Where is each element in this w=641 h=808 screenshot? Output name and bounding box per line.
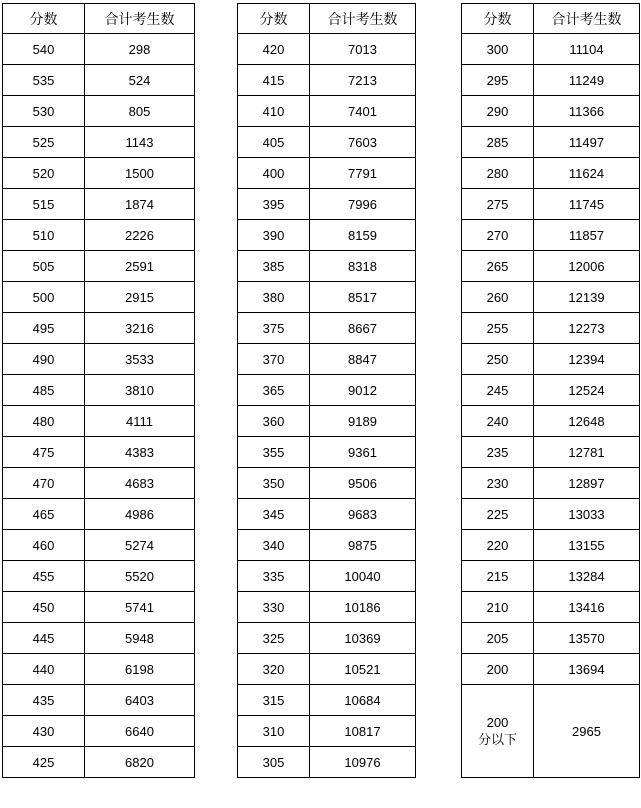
score-cell: 325 xyxy=(238,623,310,654)
table-row xyxy=(238,716,416,747)
table-row xyxy=(3,499,195,530)
score-cell: 245 xyxy=(462,375,534,406)
count-cell: 4986 xyxy=(85,499,195,530)
table-row xyxy=(238,592,416,623)
count-cell: 7213 xyxy=(310,65,416,96)
count-cell: 11857 xyxy=(534,220,640,251)
count-cell: 10976 xyxy=(310,747,416,778)
score-cell: 485 xyxy=(3,375,85,406)
table-row xyxy=(3,375,195,406)
table-row xyxy=(238,344,416,375)
table-row xyxy=(3,685,195,716)
table-row xyxy=(238,282,416,313)
score-cell: 355 xyxy=(238,437,310,468)
count-cell: 12006 xyxy=(534,251,640,282)
score-cell: 535 xyxy=(3,65,85,96)
score-cell: 290 xyxy=(462,96,534,127)
table-row xyxy=(462,437,640,468)
count-cell: 13570 xyxy=(534,623,640,654)
score-cell: 210 xyxy=(462,592,534,623)
count-cell: 13416 xyxy=(534,592,640,623)
count-cell: 12273 xyxy=(534,313,640,344)
score-cell: 495 xyxy=(3,313,85,344)
count-cell: 12394 xyxy=(534,344,640,375)
score-cell: 410 xyxy=(238,96,310,127)
count-cell: 1874 xyxy=(85,189,195,220)
count-cell: 6198 xyxy=(85,654,195,685)
score-cell: 300 xyxy=(462,34,534,65)
count-cell: 7013 xyxy=(310,34,416,65)
count-cell: 11104 xyxy=(534,34,640,65)
count-cell: 3216 xyxy=(85,313,195,344)
score-cell: 360 xyxy=(238,406,310,437)
count-cell: 11745 xyxy=(534,189,640,220)
header-count: 合计考生数 xyxy=(85,4,195,34)
score-cell: 385 xyxy=(238,251,310,282)
table-row xyxy=(238,34,416,65)
table-row xyxy=(3,189,195,220)
score-cell: 200 xyxy=(462,654,534,685)
header-count: 合计考生数 xyxy=(310,4,416,34)
table-row xyxy=(462,34,640,65)
score-cell: 455 xyxy=(3,561,85,592)
count-cell: 10684 xyxy=(310,685,416,716)
count-cell: 9506 xyxy=(310,468,416,499)
table-row xyxy=(3,282,195,313)
score-cell: 470 xyxy=(3,468,85,499)
score-cell: 435 xyxy=(3,685,85,716)
score-cell: 460 xyxy=(3,530,85,561)
count-cell: 8517 xyxy=(310,282,416,313)
count-cell: 10817 xyxy=(310,716,416,747)
count-cell: 9361 xyxy=(310,437,416,468)
score-cell: 310 xyxy=(238,716,310,747)
count-cell: 4683 xyxy=(85,468,195,499)
count-cell: 1143 xyxy=(85,127,195,158)
count-cell: 5741 xyxy=(85,592,195,623)
table-row xyxy=(3,437,195,468)
count-cell: 4383 xyxy=(85,437,195,468)
count-cell: 805 xyxy=(85,96,195,127)
table-row xyxy=(462,189,640,220)
score-cell: 215 xyxy=(462,561,534,592)
count-cell: 10186 xyxy=(310,592,416,623)
count-cell: 6403 xyxy=(85,685,195,716)
table-row xyxy=(462,282,640,313)
header-row xyxy=(3,4,195,34)
score-cell: 540 xyxy=(3,34,85,65)
count-cell: 524 xyxy=(85,65,195,96)
table-row xyxy=(3,344,195,375)
table-row xyxy=(3,34,195,65)
table-row xyxy=(462,623,640,654)
header-score: 分数 xyxy=(3,4,85,34)
score-cell: 220 xyxy=(462,530,534,561)
score-cell: 225 xyxy=(462,499,534,530)
score-cell: 420 xyxy=(238,34,310,65)
table-row xyxy=(238,468,416,499)
count-cell: 13033 xyxy=(534,499,640,530)
score-cell: 525 xyxy=(3,127,85,158)
table-row xyxy=(462,654,640,685)
score-cell: 515 xyxy=(3,189,85,220)
score-cell: 445 xyxy=(3,623,85,654)
table-row xyxy=(3,623,195,654)
count-cell: 298 xyxy=(85,34,195,65)
table-row xyxy=(3,716,195,747)
score-cell: 375 xyxy=(238,313,310,344)
score-cell: 425 xyxy=(3,747,85,778)
table-row xyxy=(238,747,416,778)
table-row xyxy=(238,685,416,716)
score-cell: 350 xyxy=(238,468,310,499)
score-cell: 240 xyxy=(462,406,534,437)
score-cell: 230 xyxy=(462,468,534,499)
count-cell: 2226 xyxy=(85,220,195,251)
table-row xyxy=(238,251,416,282)
score-cell: 530 xyxy=(3,96,85,127)
count-cell: 3810 xyxy=(85,375,195,406)
score-cell: 255 xyxy=(462,313,534,344)
table-row xyxy=(3,313,195,344)
table-row xyxy=(238,623,416,654)
count-cell: 13155 xyxy=(534,530,640,561)
score-cell: 330 xyxy=(238,592,310,623)
table-row xyxy=(3,747,195,778)
count-cell: 5948 xyxy=(85,623,195,654)
table-row xyxy=(462,313,640,344)
count-cell: 13284 xyxy=(534,561,640,592)
table-row xyxy=(462,96,640,127)
score-cell: 405 xyxy=(238,127,310,158)
count-cell: 12781 xyxy=(534,437,640,468)
score-cell: 305 xyxy=(238,747,310,778)
header-row xyxy=(462,4,640,34)
count-cell: 8159 xyxy=(310,220,416,251)
table-row xyxy=(3,406,195,437)
count-cell: 11366 xyxy=(534,96,640,127)
table-row xyxy=(3,158,195,189)
score-cell: 520 xyxy=(3,158,85,189)
score-cell: 295 xyxy=(462,65,534,96)
count-cell: 13694 xyxy=(534,654,640,685)
score-cell: 450 xyxy=(3,592,85,623)
table-row xyxy=(3,127,195,158)
table-row xyxy=(462,499,640,530)
score-cell: 510 xyxy=(3,220,85,251)
score-cell: 490 xyxy=(3,344,85,375)
count-cell: 10521 xyxy=(310,654,416,685)
score-cell: 335 xyxy=(238,561,310,592)
table-row xyxy=(462,530,640,561)
count-cell: 2915 xyxy=(85,282,195,313)
score-cell: 505 xyxy=(3,251,85,282)
table-row xyxy=(462,344,640,375)
table-row xyxy=(462,468,640,499)
count-cell: 7791 xyxy=(310,158,416,189)
table-row xyxy=(238,406,416,437)
count-cell: 5274 xyxy=(85,530,195,561)
table-row xyxy=(462,592,640,623)
table-row xyxy=(462,220,640,251)
score-cell: 390 xyxy=(238,220,310,251)
count-cell: 9683 xyxy=(310,499,416,530)
header-score: 分数 xyxy=(462,4,534,34)
score-cell: 285 xyxy=(462,127,534,158)
score-cell: 465 xyxy=(3,499,85,530)
table-row xyxy=(238,220,416,251)
table-row xyxy=(3,65,195,96)
table-row xyxy=(238,189,416,220)
score-cell: 340 xyxy=(238,530,310,561)
table-row xyxy=(3,530,195,561)
count-cell: 6820 xyxy=(85,747,195,778)
count-cell: 9189 xyxy=(310,406,416,437)
score-cell: 365 xyxy=(238,375,310,406)
below-200-score-line2: 分以下 xyxy=(477,732,517,747)
score-cell: 395 xyxy=(238,189,310,220)
table-row xyxy=(462,65,640,96)
count-cell: 2591 xyxy=(85,251,195,282)
below-200-score-line1: 200 xyxy=(486,715,509,730)
score-cell: 500 xyxy=(3,282,85,313)
score-cell: 250 xyxy=(462,344,534,375)
count-cell: 11497 xyxy=(534,127,640,158)
count-cell: 7603 xyxy=(310,127,416,158)
table-row xyxy=(462,127,640,158)
below-200-score-cell xyxy=(462,685,534,778)
count-cell: 7401 xyxy=(310,96,416,127)
table-row xyxy=(238,654,416,685)
score-cell: 260 xyxy=(462,282,534,313)
count-cell: 7996 xyxy=(310,189,416,220)
count-cell: 12648 xyxy=(534,406,640,437)
table-row xyxy=(238,96,416,127)
below-200-count-cell: 2965 xyxy=(534,685,640,778)
score-cell: 275 xyxy=(462,189,534,220)
score-table-1 xyxy=(2,3,195,778)
table-row xyxy=(462,158,640,189)
count-cell: 9875 xyxy=(310,530,416,561)
table-row xyxy=(238,530,416,561)
score-cell: 480 xyxy=(3,406,85,437)
table-row xyxy=(238,375,416,406)
count-cell: 11624 xyxy=(534,158,640,189)
table-row xyxy=(238,437,416,468)
header-row xyxy=(238,4,416,34)
header-count: 合计考生数 xyxy=(534,4,640,34)
table-row xyxy=(238,127,416,158)
score-cell: 430 xyxy=(3,716,85,747)
table-row xyxy=(238,65,416,96)
score-cell: 415 xyxy=(238,65,310,96)
table-row xyxy=(238,313,416,344)
table-row xyxy=(238,158,416,189)
table-row xyxy=(3,251,195,282)
score-table-3 xyxy=(461,3,640,778)
table-row xyxy=(3,468,195,499)
count-cell: 6640 xyxy=(85,716,195,747)
table-row xyxy=(238,499,416,530)
score-cell: 270 xyxy=(462,220,534,251)
table-row xyxy=(3,592,195,623)
table-row xyxy=(462,375,640,406)
score-cell: 315 xyxy=(238,685,310,716)
score-cell: 400 xyxy=(238,158,310,189)
count-cell: 12524 xyxy=(534,375,640,406)
table-row xyxy=(462,251,640,282)
count-cell: 3533 xyxy=(85,344,195,375)
score-cell: 320 xyxy=(238,654,310,685)
score-cell: 440 xyxy=(3,654,85,685)
count-cell: 8667 xyxy=(310,313,416,344)
table-row xyxy=(3,561,195,592)
table-row xyxy=(3,220,195,251)
count-cell: 12897 xyxy=(534,468,640,499)
count-cell: 10040 xyxy=(310,561,416,592)
count-cell: 9012 xyxy=(310,375,416,406)
count-cell: 4111 xyxy=(85,406,195,437)
table-row-below-200 xyxy=(462,685,640,778)
score-cell: 235 xyxy=(462,437,534,468)
table-row xyxy=(238,561,416,592)
header-score: 分数 xyxy=(238,4,310,34)
count-cell: 1500 xyxy=(85,158,195,189)
count-cell: 5520 xyxy=(85,561,195,592)
count-cell: 8318 xyxy=(310,251,416,282)
score-cell: 370 xyxy=(238,344,310,375)
score-cell: 205 xyxy=(462,623,534,654)
score-table-2 xyxy=(237,3,416,778)
count-cell: 11249 xyxy=(534,65,640,96)
score-cell: 380 xyxy=(238,282,310,313)
table-row xyxy=(462,406,640,437)
table-row xyxy=(3,654,195,685)
count-cell: 12139 xyxy=(534,282,640,313)
score-cell: 265 xyxy=(462,251,534,282)
count-cell: 8847 xyxy=(310,344,416,375)
score-cell: 475 xyxy=(3,437,85,468)
table-row xyxy=(3,96,195,127)
score-cell: 280 xyxy=(462,158,534,189)
count-cell: 10369 xyxy=(310,623,416,654)
score-cell: 345 xyxy=(238,499,310,530)
table-row xyxy=(462,561,640,592)
